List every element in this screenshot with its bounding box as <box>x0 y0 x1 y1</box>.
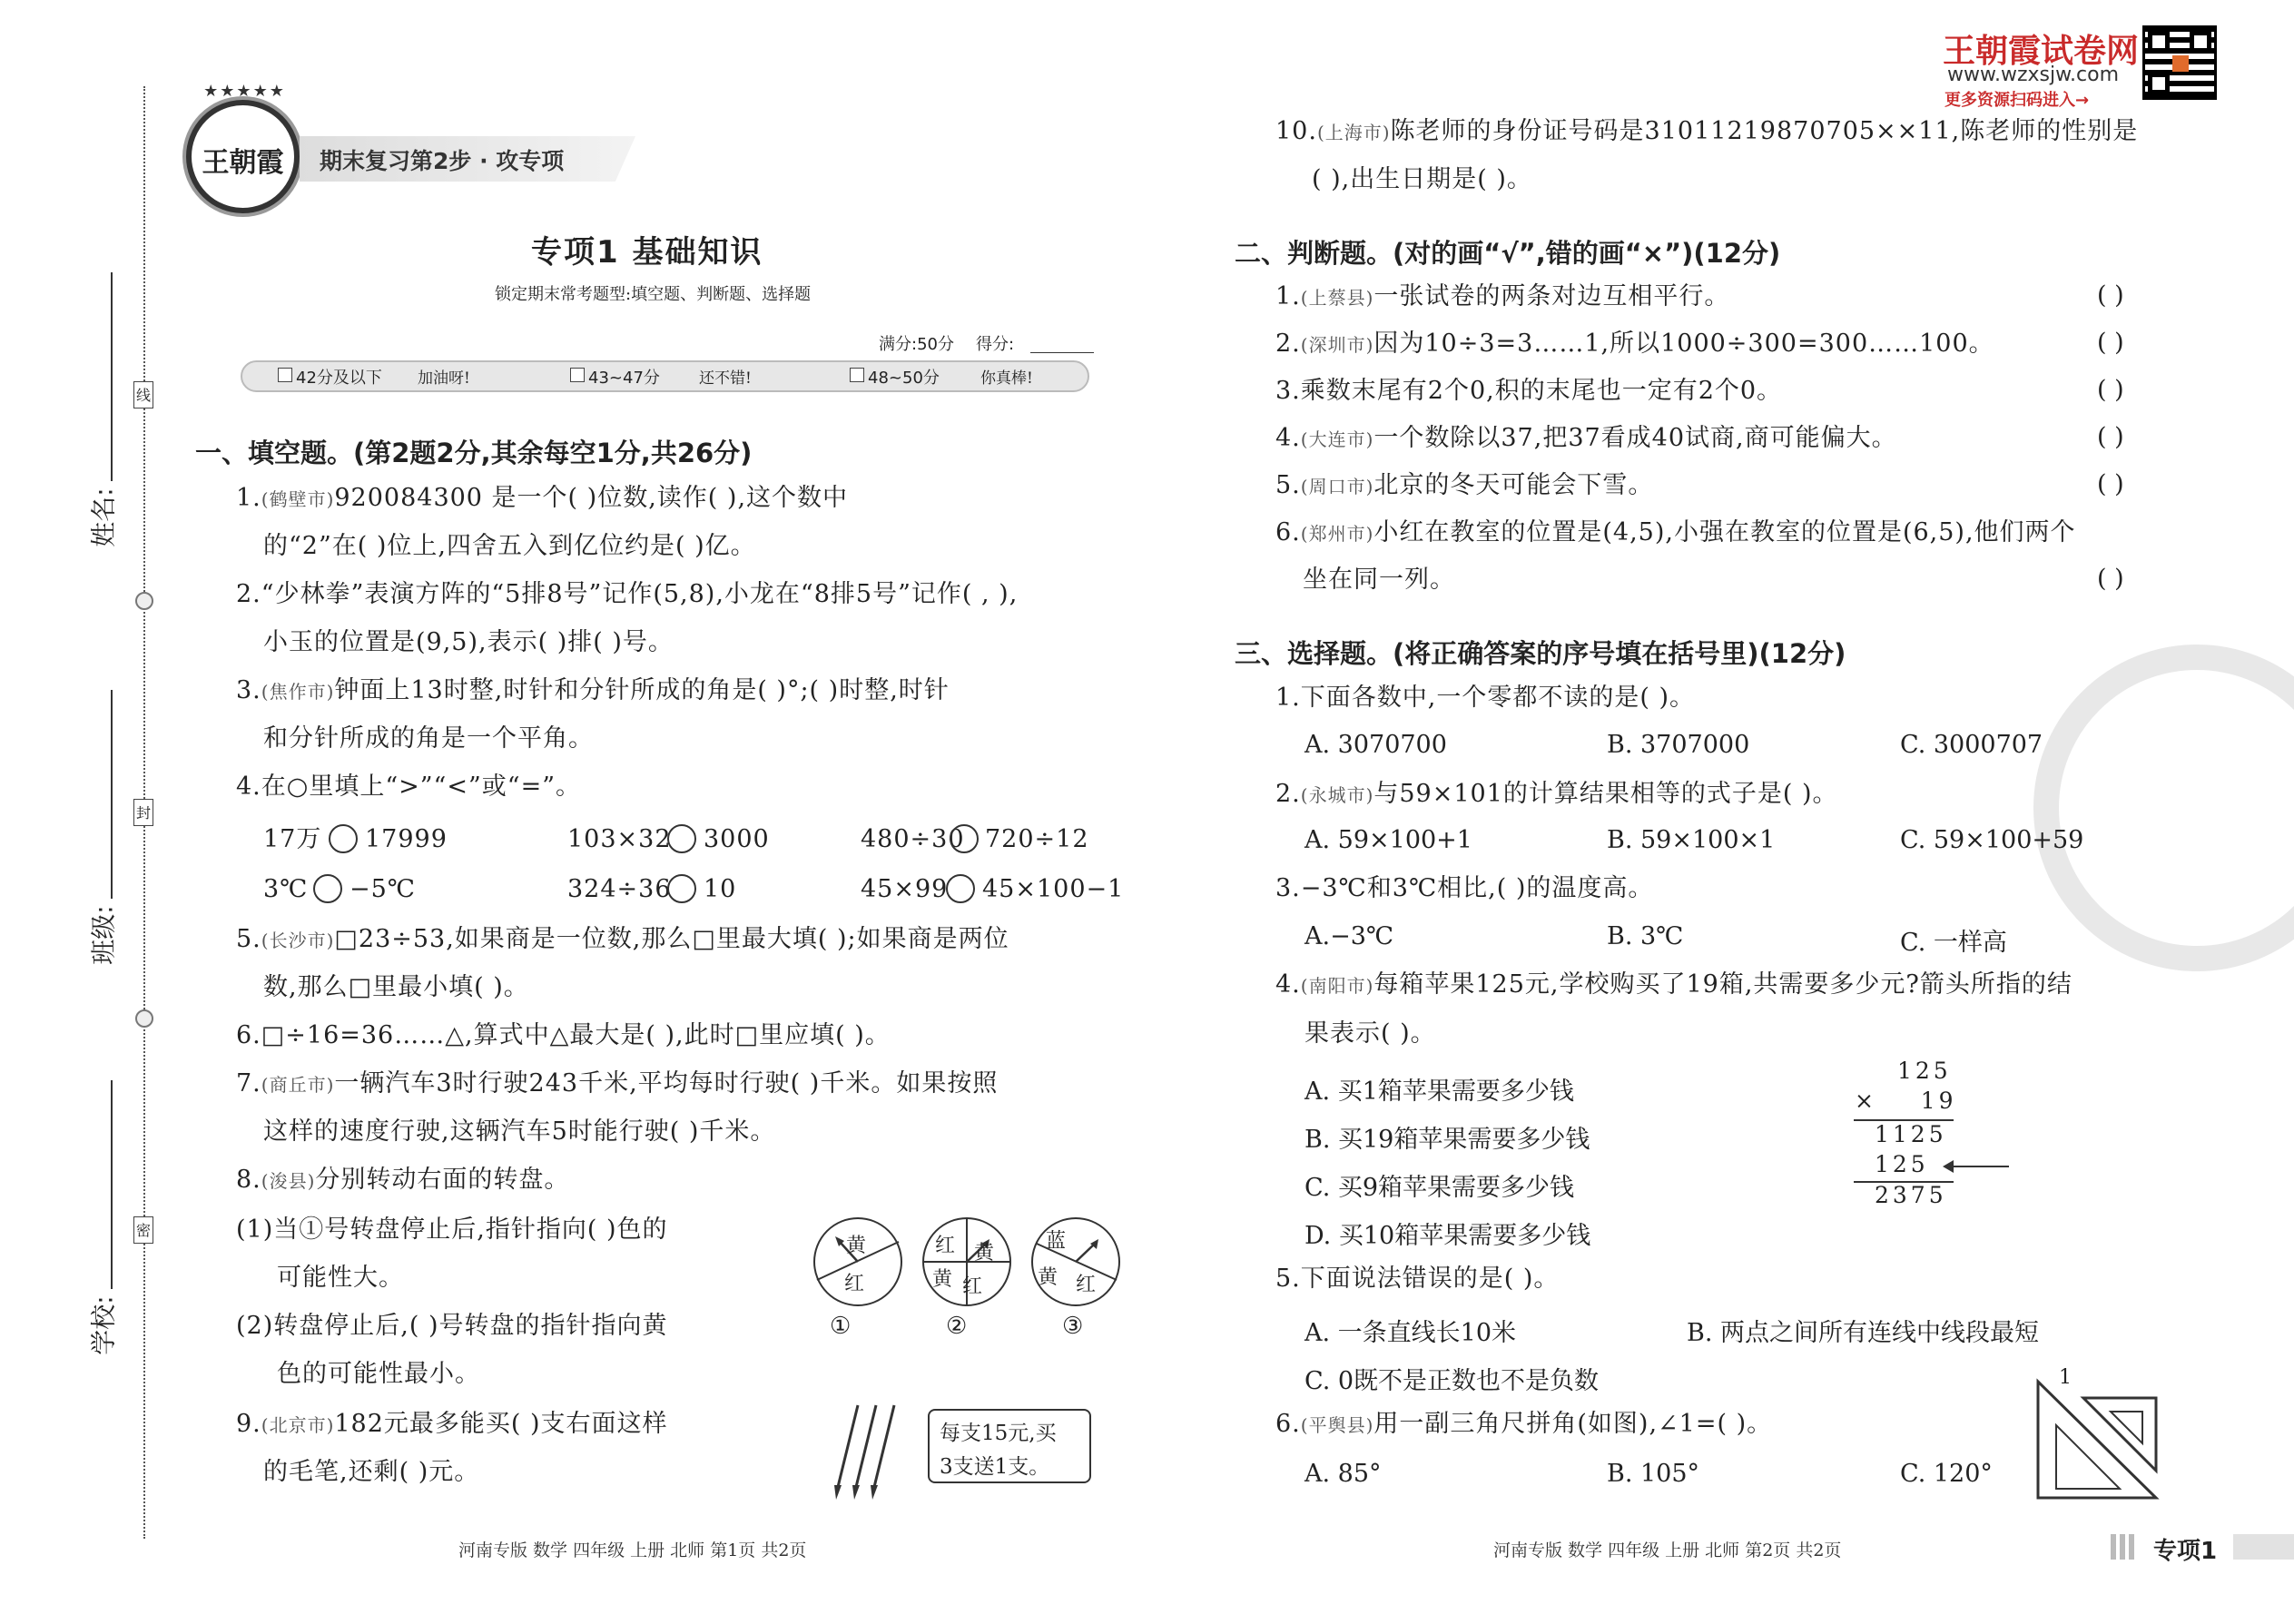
compare-left: 103×32 <box>567 825 672 853</box>
margin-circle-icon <box>135 1009 153 1028</box>
choice-3: 3.−3℃和3℃相比,( )的温度高。 <box>1275 874 1654 902</box>
choice-5: 5.下面说法错误的是( )。 <box>1275 1265 1560 1293</box>
footer-tab: 专项1 <box>2153 1538 2218 1565</box>
judge-answer-5[interactable]: ( ) <box>2097 470 2124 498</box>
footer-right: 河南专版 数学 四年级 上册 北师 第2页 共2页 <box>1493 1540 1842 1560</box>
judge-item-4: 4.(大连市)一个数除以37,把37看成40试商,商可能偏大。 <box>1275 424 1897 452</box>
section-fill-blank-title: 一、填空题。(第2题2分,其余每空1分,共26分) <box>195 438 753 468</box>
choice-5-b[interactable]: B. 两点之间所有连线中线段最短 <box>1687 1319 2040 1347</box>
rating-box[interactable] <box>850 368 864 382</box>
rating-note-2: 还不错! <box>699 369 752 388</box>
q10-line1: 10.(上海市)陈老师的身份证号码是31011219870705××11,陈老师的性别是 <box>1275 117 2139 145</box>
q8-line1: 8.(浚县)分别转动右面的转盘。 <box>236 1166 570 1194</box>
footer-left: 河南专版 数学 四年级 上册 北师 第1页 共2页 <box>458 1540 807 1560</box>
choice-2-a[interactable]: A. 59×100+1 <box>1305 826 1472 854</box>
judge-answer-6[interactable]: ( ) <box>2097 565 2124 593</box>
choice-1-c[interactable]: C. 3000707 <box>1900 731 2043 759</box>
judge-item-5: 5.(周口市)北京的冬天可能会下雪。 <box>1275 471 1654 499</box>
logo-text: 王朝霞 <box>202 147 284 179</box>
q5-line1: 5.(长沙市)□23÷53,如果商是一位数,那么□里最大填( );如果商是两位 <box>236 925 1009 953</box>
school-field[interactable] <box>111 1080 113 1289</box>
choice-2-c[interactable]: C. 59×100+59 <box>1900 826 2084 854</box>
compare-right: 720÷12 <box>985 825 1089 853</box>
spinner-3-red: 红 <box>1076 1274 1097 1296</box>
spinner-2-yellow: 黄 <box>974 1242 995 1265</box>
q8-part2: (2)转盘停止后,( )号转盘的指针指向黄 <box>236 1312 668 1340</box>
judge-answer-3[interactable]: ( ) <box>2097 376 2124 404</box>
name-label: 姓名: <box>88 487 119 547</box>
q3-line2: 和分针所成的角是一个平角。 <box>263 724 594 753</box>
judge-answer-1[interactable]: ( ) <box>2097 281 2124 310</box>
compare-right: 3000 <box>704 825 770 853</box>
compare-circle[interactable] <box>313 874 342 903</box>
q1-line1: 1.(鹤壁市)920084300 是一个( )位数,读作( ),这个数中 <box>236 484 849 512</box>
q9-line1: 9.(北京市)182元最多能买( )支右面这样 <box>236 1410 668 1438</box>
price-note-line1: 每支15元,买 <box>940 1422 1057 1445</box>
calc-row-4: 125 <box>1875 1151 1929 1177</box>
choice-4-d[interactable]: D. 买10箱苹果需要多少钱 <box>1305 1222 1591 1250</box>
judge-item-6: 6.(郑州市)小红在教室的位置是(4,5),小强在教室的位置是(6,5),他们两个 <box>1275 518 2076 546</box>
angle-label: 1 <box>2059 1366 2072 1389</box>
q2-line2: 小玉的位置是(9,5),表示( )排( )号。 <box>263 628 674 656</box>
brand-name: 王朝霞试卷网 <box>1943 33 2140 70</box>
footer-tab-bar <box>2233 1534 2294 1560</box>
choice-1: 1.下面各数中,一个零都不读的是( )。 <box>1275 684 1695 712</box>
footer-tab-deco <box>2111 1534 2138 1560</box>
compare-circle[interactable] <box>667 824 696 853</box>
compare-right: 10 <box>704 875 737 903</box>
choice-6-c[interactable]: C. 120° <box>1900 1460 1993 1488</box>
school-label: 学校: <box>88 1295 119 1355</box>
rating-note-1: 加油呀! <box>418 369 470 388</box>
calc-row-3: 1125 <box>1875 1121 1947 1147</box>
q8-part1b: 可能性大。 <box>277 1264 404 1292</box>
choice-2-b[interactable]: B. 59×100×1 <box>1607 826 1776 854</box>
q6-line1: 6.□÷16=36……△,算式中△最大是( ),此时□里应填( )。 <box>236 1021 891 1049</box>
spinner-label-1: ① <box>830 1313 852 1340</box>
banner-text: 期末复习第2步 · 攻专项 <box>320 148 565 174</box>
q4-line1: 4.在○里填上“>”“<”或“=”。 <box>236 773 582 801</box>
judge-item-2: 2.(深圳市)因为10÷3=3……1,所以1000÷300=300……100。 <box>1275 330 1994 358</box>
choice-6: 6.(平舆县)用一副三角尺拼角(如图),∠1=( )。 <box>1275 1410 1773 1438</box>
q7-line1: 7.(商丘市)一辆汽车3时行驶243千米,平均每时行驶( )千米。如果按照 <box>236 1069 999 1097</box>
choice-2: 2.(永城市)与59×101的计算结果相等的式子是( )。 <box>1275 780 1838 808</box>
compare-left: 3℃ <box>263 875 309 903</box>
compare-circle[interactable] <box>667 874 696 903</box>
rating-label-1: 42分及以下 <box>296 369 382 388</box>
spinner-label-2: ② <box>946 1313 968 1340</box>
score-full: 满分:50分 <box>879 335 954 354</box>
compare-left: 45×99 <box>861 875 949 903</box>
compare-circle[interactable] <box>946 874 975 903</box>
q8-part2b: 色的可能性最小。 <box>277 1360 480 1388</box>
q8-part1: (1)当①号转盘停止后,指针指向( )色的 <box>236 1216 668 1244</box>
section-choice-title: 三、选择题。(将正确答案的序号填在括号里)(12分) <box>1235 638 1846 669</box>
region-tag: (鹤壁市) <box>261 488 335 510</box>
compare-right: 45×100−1 <box>982 875 1125 903</box>
choice-4-c[interactable]: C. 买9箱苹果需要多少钱 <box>1305 1174 1575 1202</box>
brand-logo <box>186 82 300 213</box>
judge-item-3: 3.乘数末尾有2个0,积的末尾也一定有2个0。 <box>1275 377 1783 405</box>
logo-stars: ★★★★★ <box>203 82 286 101</box>
choice-1-a[interactable]: A. 3070700 <box>1305 731 1447 759</box>
choice-4b: 果表示( )。 <box>1305 1019 1436 1048</box>
page-subtitle: 锁定期末常考题型:填空题、判断题、选择题 <box>495 285 812 304</box>
arrow-icon <box>1950 1166 2009 1167</box>
brand-slogan: 更多资源扫码进入→ <box>1944 91 2090 110</box>
page-title: 专项1 基础知识 <box>531 234 763 271</box>
spinner-3-yellow: 黄 <box>1038 1266 1058 1289</box>
compare-circle[interactable] <box>329 824 358 853</box>
class-label: 班级: <box>88 905 119 965</box>
compare-left: 480÷30 <box>861 825 965 853</box>
rating-note-3: 你真棒! <box>980 369 1033 388</box>
choice-3-c[interactable]: C. 一样高 <box>1900 929 2007 957</box>
price-note-line2: 3支送1支。 <box>940 1455 1050 1479</box>
choice-6-a[interactable]: A. 85° <box>1305 1460 1382 1488</box>
choice-4-b[interactable]: B. 买19箱苹果需要多少钱 <box>1305 1126 1590 1154</box>
margin-tag-mi: 密 <box>133 1216 153 1244</box>
margin-tag-xian: 线 <box>133 381 153 408</box>
spinner-1-red: 红 <box>844 1273 865 1295</box>
q9-line2: 的毛笔,还剩( )元。 <box>263 1458 480 1486</box>
watermark-seal <box>2033 645 2294 971</box>
name-field[interactable] <box>111 272 113 481</box>
choice-5-a[interactable]: A. 一条直线长10米 <box>1305 1319 1517 1347</box>
compare-right: 17999 <box>365 825 448 853</box>
compare-circle[interactable] <box>950 824 979 853</box>
judge-answer-4[interactable]: ( ) <box>2097 423 2124 451</box>
choice-1-b[interactable]: B. 3707000 <box>1607 731 1750 759</box>
compare-right: −5℃ <box>350 875 417 903</box>
rating-label-2: 43~47分 <box>588 369 660 388</box>
triangle-rulers-diagram <box>2029 1371 2165 1507</box>
spinner-3-blue: 蓝 <box>1046 1230 1067 1253</box>
section-judge-title: 二、判断题。(对的画“√”,错的画“×”)(12分) <box>1235 238 1781 269</box>
choice-4-a[interactable]: A. 买1箱苹果需要多少钱 <box>1305 1078 1574 1106</box>
choice-3-a[interactable]: A.−3℃ <box>1305 922 1394 950</box>
judge-item-6b: 坐在同一列。 <box>1303 566 1455 594</box>
choice-6-b[interactable]: B. 105° <box>1607 1460 1700 1488</box>
brush-icon <box>822 1398 912 1502</box>
margin-circle-icon <box>135 592 153 610</box>
choice-4: 4.(南阳市)每箱苹果125元,学校购买了19箱,共需要多少元?箭头所指的结 <box>1275 970 2072 999</box>
spinner-1-yellow: 黄 <box>846 1235 867 1257</box>
q10-line2: ( ),出生日期是( )。 <box>1312 165 1532 193</box>
brand-url: www.wzxsjw.com <box>1947 64 2120 86</box>
class-field[interactable] <box>111 690 113 899</box>
q7-line2: 这样的速度行驶,这辆汽车5时能行驶( )千米。 <box>263 1117 776 1146</box>
q5-line2: 数,那么□里最小填( )。 <box>263 973 529 1001</box>
arrow-head-icon <box>1943 1160 1954 1173</box>
margin-tag-feng: 封 <box>133 799 153 826</box>
rating-label-3: 48~50分 <box>868 369 940 388</box>
rating-box[interactable] <box>278 368 292 382</box>
q2-line1: 2.“少林拳”表演方阵的“5排8号”记作(5,8),小龙在“8排5号”记作( , ), <box>236 580 1019 608</box>
choice-5-c[interactable]: C. 0既不是正数也不是负数 <box>1305 1367 1600 1395</box>
q3-line1: 3.(焦作市)钟面上13时整,时针和分针所成的角是( )°;( )时整,时针 <box>236 676 950 704</box>
qr-code-icon[interactable] <box>2142 25 2217 100</box>
calc-row-5: 2375 <box>1875 1182 1947 1208</box>
score-got: 得分: <box>976 335 1015 354</box>
calc-row-2: × 19 <box>1855 1088 1957 1114</box>
compare-left: 17万 <box>263 825 322 853</box>
judge-item-1: 1.(上蔡县)一张试卷的两条对边互相平行。 <box>1275 282 1730 310</box>
calc-row-1: 125 <box>1897 1058 1952 1084</box>
spinner-label-3: ③ <box>1062 1313 1084 1340</box>
compare-left: 324÷36 <box>567 875 672 903</box>
q1-line2: 的“2”在( )位上,四舍五入到亿位约是( )亿。 <box>263 532 756 560</box>
spinner-2-red: 红 <box>962 1275 983 1298</box>
spinner-2-yellow: 黄 <box>932 1268 953 1291</box>
judge-answer-2[interactable]: ( ) <box>2097 329 2124 357</box>
rating-box[interactable] <box>570 368 585 382</box>
spinner-2-red: 红 <box>935 1235 956 1257</box>
choice-3-b[interactable]: B. 3℃ <box>1607 922 1684 950</box>
score-field[interactable] <box>1030 352 1094 353</box>
